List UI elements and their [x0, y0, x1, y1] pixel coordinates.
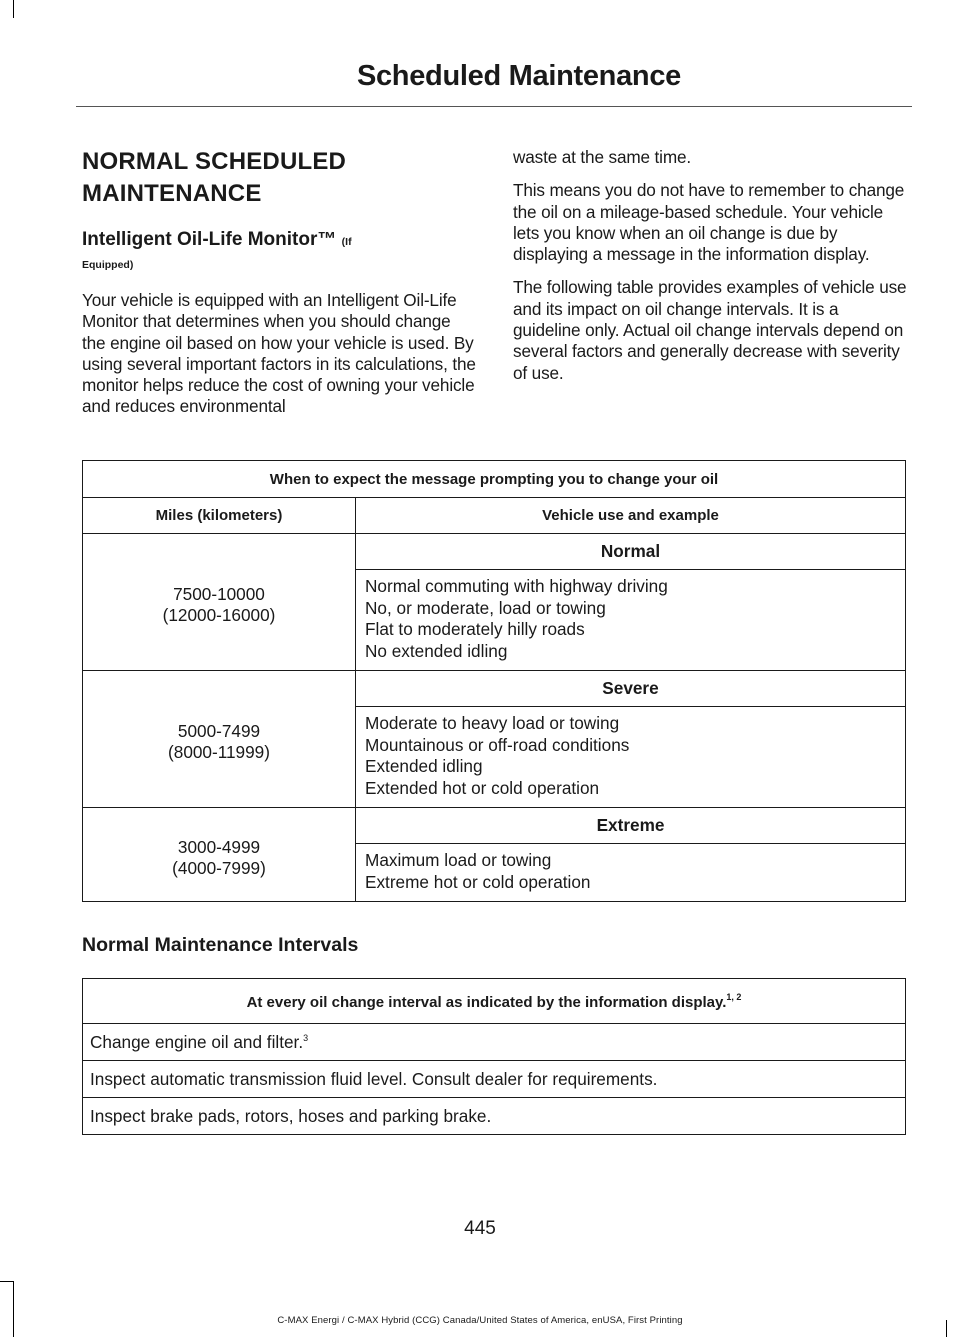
paragraph: Your vehicle is equipped with an Intelligent Oil-Life Monitor that determines when you should change the engine oil based on how your vehicle is used. By using several important factors in its calculations, the monitor helps reduce the cost of owning your vehicle and reduces environmental	[82, 290, 476, 417]
miles-cell: 3000-4999 (4000-7999)	[83, 808, 356, 902]
table-row	[83, 808, 906, 844]
oil-change-table	[82, 460, 906, 902]
category-cell: Extreme	[356, 808, 906, 844]
page-footer: C-MAX Energi / C-MAX Hybrid (CCG) Canada/United States of America, enUSA, First Printing	[277, 1315, 683, 1326]
subsection-note: Equipped)	[82, 259, 134, 271]
category-cell: Severe	[356, 671, 906, 707]
uses-cell: Normal commuting with highway driving No, or moderate, load or towing Flat to moderately hilly roads No extended idling	[356, 570, 906, 671]
table-row	[83, 1024, 906, 1061]
table-row	[83, 1061, 906, 1098]
subsection-note: (If	[341, 236, 352, 248]
header-rule	[76, 106, 912, 107]
paragraph: The following table provides examples of vehicle use and its impact on oil change intervals. It is a guideline only. Actual oil change intervals depend on several factors and generally decrease with severity of use.	[513, 277, 907, 383]
category-cell: Normal	[356, 534, 906, 570]
interval-item: Inspect brake pads, rotors, hoses and parking brake.	[83, 1098, 906, 1135]
table-row	[83, 1098, 906, 1135]
section-title: NORMAL SCHEDULED MAINTENANCE	[82, 148, 347, 207]
table-row	[83, 671, 906, 707]
paragraph: waste at the same time.	[513, 147, 692, 167]
uses-cell: Moderate to heavy load or towing Mountainous or off-road conditions Extended idling Extended hot or cold operation	[356, 707, 906, 808]
interval-item: Inspect automatic transmission fluid level. Consult dealer for requirements.	[83, 1061, 906, 1098]
crop-mark	[13, 1281, 14, 1337]
footnote-ref: 3	[303, 1032, 309, 1043]
miles-cell: 5000-7499 (8000-11999)	[83, 671, 356, 808]
table-caption: When to expect the message prompting you to change your oil	[83, 461, 906, 498]
table-caption: At every oil change interval as indicated by the information display.$^{1, 2}$	[83, 979, 906, 1024]
column-header: Miles (kilometers)	[83, 498, 356, 534]
paragraph: This means you do not have to remember to change the oil on a mileage-based schedule. Your vehicle lets you know when an oil change is due by displaying a message in the information display.	[513, 180, 905, 265]
column-header: Vehicle use and example	[356, 498, 906, 534]
table-row	[83, 534, 906, 570]
page-number: 445	[464, 1218, 496, 1239]
running-header: Scheduled Maintenance	[356, 60, 681, 92]
uses-cell: Maximum load or towing Extreme hot or cold operation	[356, 844, 906, 902]
left-column	[82, 146, 477, 430]
crop-mark	[13, 0, 14, 18]
miles-cell: 7500-10000 (12000-16000)	[83, 534, 356, 671]
intervals-heading: Normal Maintenance Intervals	[82, 934, 359, 956]
subsection-title: Intelligent Oil-Life Monitor™ (If	[82, 229, 352, 250]
intervals-table	[82, 978, 906, 1135]
crop-mark	[0, 1281, 14, 1282]
interval-item: Change engine oil and filter.$^3$	[83, 1024, 906, 1061]
right-column	[513, 146, 908, 396]
footnote-ref: 1, 2	[726, 991, 742, 1002]
